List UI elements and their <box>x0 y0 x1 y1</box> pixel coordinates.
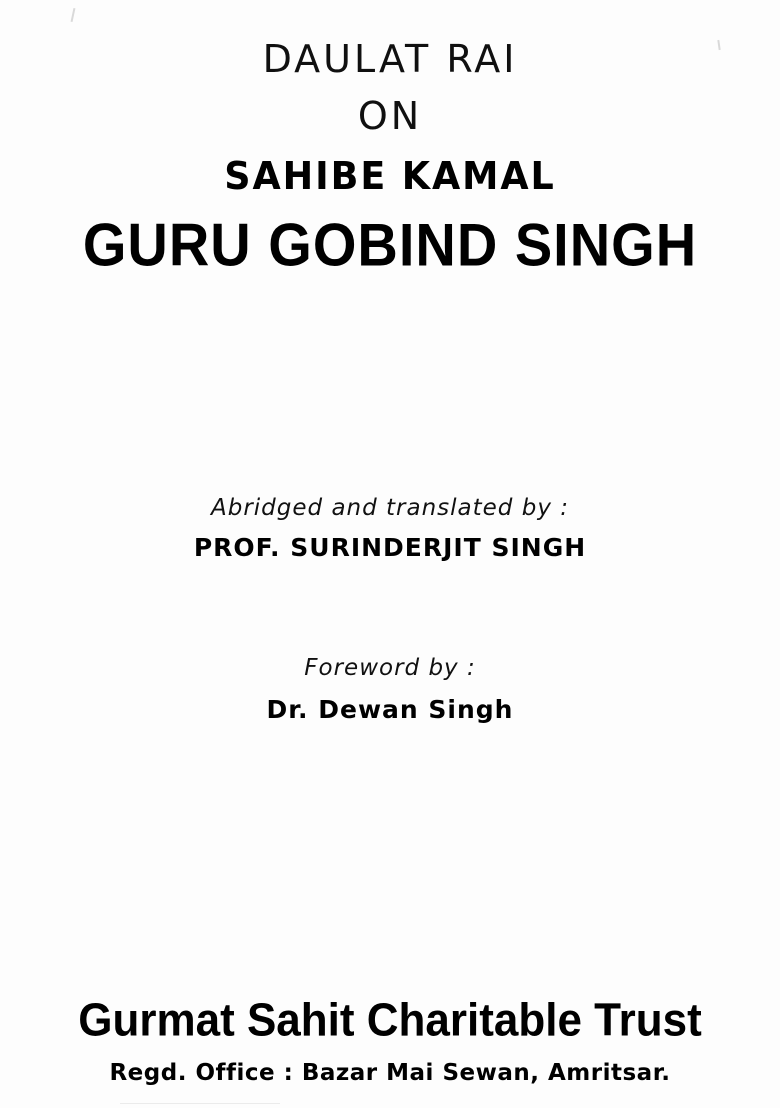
foreword-block <box>0 655 780 724</box>
title-block <box>0 38 780 277</box>
translator-name: PROF. SURINDERJIT SINGH <box>193 533 587 562</box>
translator-credit-label: Abridged and translated by : <box>211 495 569 521</box>
foreword-author-name: Dr. Dewan Singh <box>266 695 514 724</box>
foreword-credit-label: Foreword by : <box>304 655 476 681</box>
title-connector-word: ON <box>357 93 423 138</box>
publisher-office-address: Regd. Office : Bazar Mai Sewan, Amritsar. <box>109 1060 671 1086</box>
subject-honorific: SAHIBE KAMAL <box>224 153 556 198</box>
scan-artifact-bottom-left <box>120 1103 280 1104</box>
scan-artifact-top-left <box>71 8 76 22</box>
book-author-line: DAULAT RAI <box>262 37 518 81</box>
page-title: GURU GOBIND SINGH <box>82 210 698 279</box>
publisher-name: Gurmat Sahit Charitable Trust <box>78 994 702 1047</box>
translator-block <box>0 495 780 562</box>
publisher-block <box>0 996 780 1086</box>
